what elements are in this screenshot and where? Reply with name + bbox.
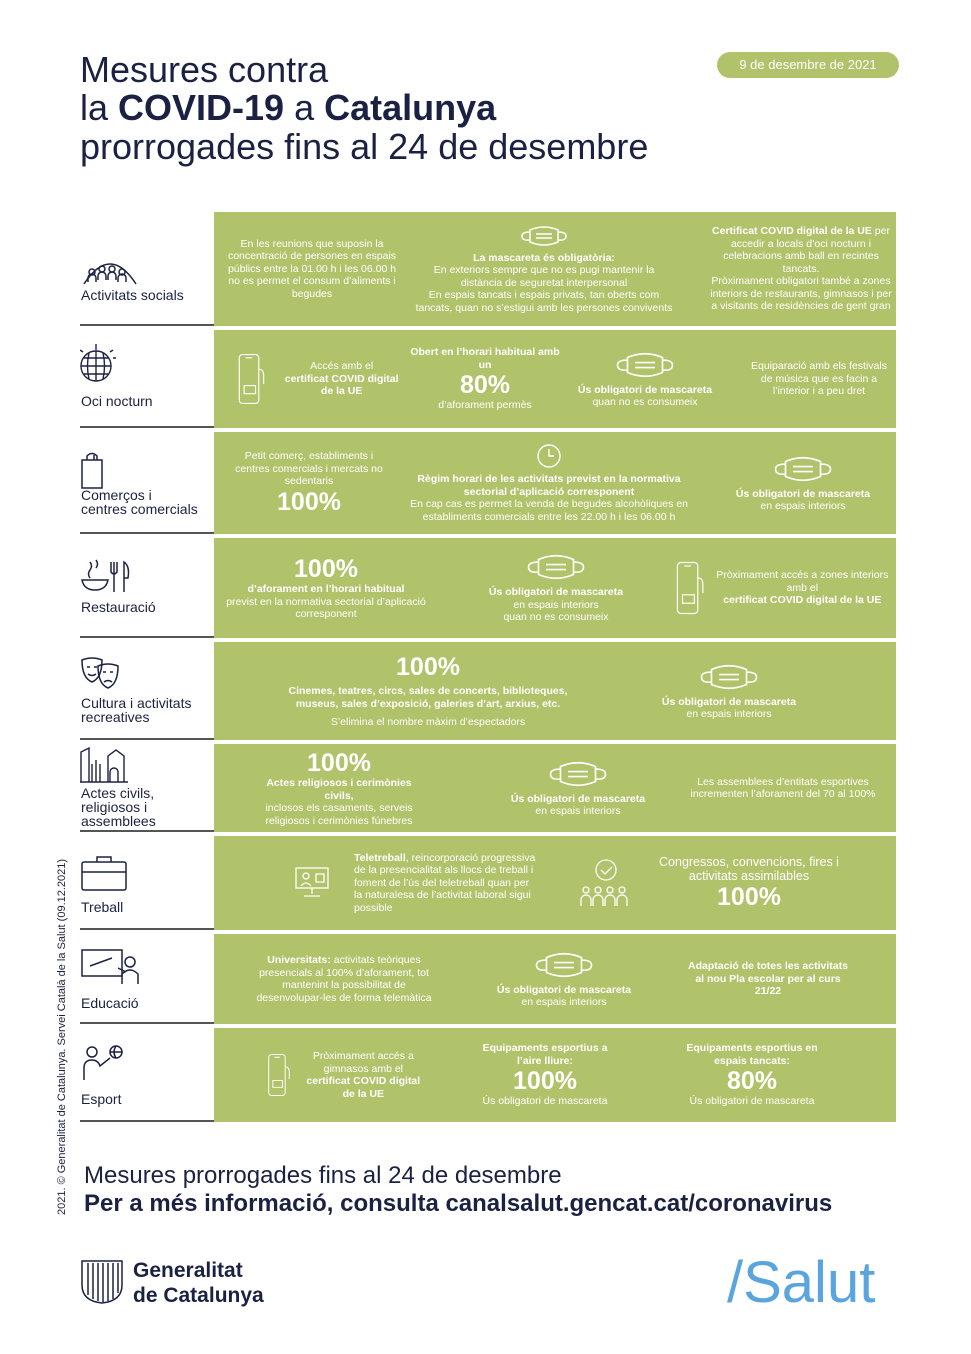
people-gathering-icon	[80, 250, 140, 288]
mask-icon	[773, 454, 833, 484]
green-panel	[214, 330, 896, 428]
cell-aire-lliure: Equipaments esportius a l’aire lliure: 100% Ús obligatori de mascareta	[482, 1042, 608, 1108]
briefcase-icon	[80, 854, 140, 892]
row-actes	[0, 744, 971, 832]
green-panel	[214, 934, 896, 1024]
percentage-80: 80%	[459, 371, 511, 400]
label-oci-nocturn	[80, 330, 214, 428]
mask-icon	[526, 552, 586, 582]
row-treball	[0, 836, 971, 930]
teleworking-icon	[294, 866, 330, 898]
percentage-100: 100%	[294, 555, 358, 584]
row-esport	[0, 1028, 971, 1122]
cell-gimnasos-phone: Pròximament accés a gimnasos amb el certificat COVID digital de la UE	[266, 1028, 426, 1122]
cell-congressos: Congressos, convencions, fires i activitats assimilables 100%	[659, 855, 839, 911]
cell-certificat: Certificat COVID digital de la UE per accedir a locals d’oci nocturn i celebracions amb ball en recintes tancats. Pròximament obligatori també a zones interiors de restaurants, gimnasos i per a visitants de residències de gent gran	[710, 225, 892, 313]
teacher-icon	[80, 948, 140, 986]
label-treball	[80, 836, 214, 930]
row-oci-nocturn	[0, 330, 971, 428]
cutlery-icon	[80, 558, 140, 596]
green-panel	[214, 1028, 896, 1122]
green-panel	[214, 642, 896, 740]
percentage-100: 100%	[513, 1067, 577, 1096]
mask-icon	[699, 662, 759, 692]
label-restauracio	[80, 538, 214, 638]
cell-mascareta: Ús obligatori de mascareta en espais interiors quan no es consumeix	[466, 538, 646, 638]
row-restauracio	[0, 538, 971, 638]
date-badge: 9 de desembre de 2021	[717, 52, 899, 78]
cell-mascareta: La mascareta és obligatòria: En exteriors sempre que no es pugi mantenir la distància de seguretat interpersonal En espais tancats i espais privats, tan oberts com tancats, quan no s’estigui amb les persones convivents	[414, 212, 674, 326]
percentage-100: 100%	[717, 883, 781, 911]
clock-icon	[536, 443, 562, 469]
cell-pla-escolar: Adaptació de totes les activitats al nou Pla escolar per al curs 21/22	[688, 960, 848, 998]
green-panel	[214, 744, 896, 832]
phone-certificate-icon	[266, 1043, 291, 1107]
cell-petit-comerc: Petit comerç, establiments i centres comercials i mercats no sedentaris 100%	[235, 450, 383, 516]
label-text: Activitats socials	[81, 287, 184, 303]
green-panel	[214, 432, 896, 534]
cell-mascareta: Ús obligatori de mascareta quan no es consumeix	[560, 330, 730, 428]
theatre-masks-icon	[80, 656, 140, 694]
label-text: Treball	[81, 899, 124, 915]
label-text: Oci nocturn	[81, 393, 153, 409]
label-text: Actes civils, religiosos i assemblees	[81, 785, 156, 829]
row-activitats-socials	[0, 212, 971, 326]
label-educacio	[80, 934, 214, 1024]
meeting-people-icon	[578, 858, 634, 912]
phone-certificate-icon	[236, 347, 265, 411]
cell-regim-horari: Règim horari de les activitats previst en la normativa sectorial d’aplicació corresponent En cap cas es permet la venda de begudes alcohòliques en establiments comercials entre les 22.00 h i les 06.00 h	[404, 432, 694, 534]
cell-universitats: Universitats: activitats teòriques presencials al 100% d’aforament, tot mantenint la possibilitat de desenvolupar-les de forma telemàtica	[256, 954, 432, 1004]
copyright-vertical: 2021. © Generalitat de Catalunya. Servei Català de la Salut (09.12.2021)	[56, 858, 68, 1215]
title-line-3: prorrogades fins al 24 de desembre	[80, 126, 649, 167]
cell-mascareta: Ús obligatori de mascareta en espais interiors	[476, 934, 652, 1024]
row-cultura	[0, 642, 971, 740]
cell-aforament-100: 100% d’aforament en l’horari habitual previst en la normativa sectorial d’aplicació corresponent	[226, 555, 426, 621]
shopping-bag-icon	[80, 452, 140, 490]
label-comercos	[80, 432, 214, 534]
footer-link-info[interactable]: Per a més informació, consulta canalsalut.gencat.cat/coronavirus	[84, 1190, 833, 1217]
cell-mascareta: Ús obligatori de mascareta en espais interiors	[490, 744, 666, 832]
cell-mascareta: Ús obligatori de mascareta en espais interiors	[644, 642, 814, 740]
cell-mascareta: Ús obligatori de mascareta en espais interiors	[714, 432, 892, 534]
title-line-1: Mesures contra	[80, 49, 329, 90]
phone-certificate-icon	[674, 556, 705, 620]
green-panel	[214, 538, 896, 638]
buildings-icon	[80, 746, 140, 784]
label-text: Esport	[81, 1091, 122, 1107]
generalitat-shield-icon	[80, 1257, 124, 1305]
cell-cultura-100: 100% Cinemes, teatres, circs, sales de concerts, biblioteques, museus, sales d’exposició, galeries d’art, arxius, etc. S’elimina el nombre màxim d’espectadors	[288, 653, 568, 729]
cell-certificat-phone: Accés amb el certificat COVID digital de la UE	[236, 330, 406, 428]
cell-assemblees: Les assemblees d’entitats esportives incrementen l’aforament del 70 al 100%	[690, 775, 876, 800]
green-panel	[214, 212, 896, 326]
mask-icon	[534, 950, 594, 980]
percentage-80: 80%	[726, 1067, 778, 1096]
title-line-2: la COVID-19 a Catalunya	[80, 87, 497, 128]
disco-ball-icon	[80, 344, 140, 382]
label-activitats-socials	[80, 212, 214, 326]
cell-reunions: En les reunions que suposin la concentració de persones en espais públics entre la 01.00 h i les 06.00 h no es permet el consum d’aliments i begudes	[227, 237, 397, 300]
cell-certificat-phone: Pròximament accés a zones interiors amb el certificat COVID digital de la UE	[674, 538, 890, 638]
label-text: Cultura i activitats recreatives	[81, 695, 192, 725]
athlete-ball-icon	[80, 1044, 140, 1082]
green-panel	[214, 836, 896, 930]
label-esport	[80, 1028, 214, 1122]
label-text: Restauració	[81, 599, 156, 615]
label-text: Educació	[81, 995, 139, 1011]
generalitat-logo-line-2: de Catalunya	[133, 1284, 264, 1307]
salut-logo: /Salut	[727, 1250, 876, 1315]
mask-icon	[548, 759, 608, 789]
row-comercos	[0, 432, 971, 534]
cell-actes-100: 100% Actes religiosos i cerimònies civils, inclosos els casaments, serveis religiosos i cerimònies fúnebres	[265, 749, 413, 827]
cell-espais-tancats: Equipaments esportius en espais tancats: 80% Ús obligatori de mascareta	[686, 1042, 818, 1108]
cell-equiparacio: Equiparació amb els festivals de música que es facin a l’interior i a peu dret	[751, 360, 887, 398]
label-actes	[80, 744, 214, 832]
percentage-100: 100%	[277, 487, 341, 516]
cell-teletreball: Teletreball, reincorporació progressiva de la presencialitat als llocs de treball i foment de l’ús del teletreball quan per la naturalesa de l’activitat laboral sigui possible	[354, 851, 536, 914]
percentage-100: 100%	[396, 653, 460, 682]
label-text: Comerços i centres comercials	[81, 487, 198, 517]
row-educacio	[0, 934, 971, 1024]
label-cultura	[80, 642, 214, 740]
cell-aforament-80: Obert en l’horari habitual amb un 80% d’aforament permès	[410, 346, 560, 412]
mask-icon	[615, 350, 675, 380]
mask-icon	[520, 224, 568, 248]
generalitat-logo-line-1: Generalitat	[133, 1259, 243, 1282]
footer-line-1: Mesures prorrogades fins al 24 de desembre	[84, 1162, 562, 1189]
percentage-100: 100%	[307, 749, 371, 777]
